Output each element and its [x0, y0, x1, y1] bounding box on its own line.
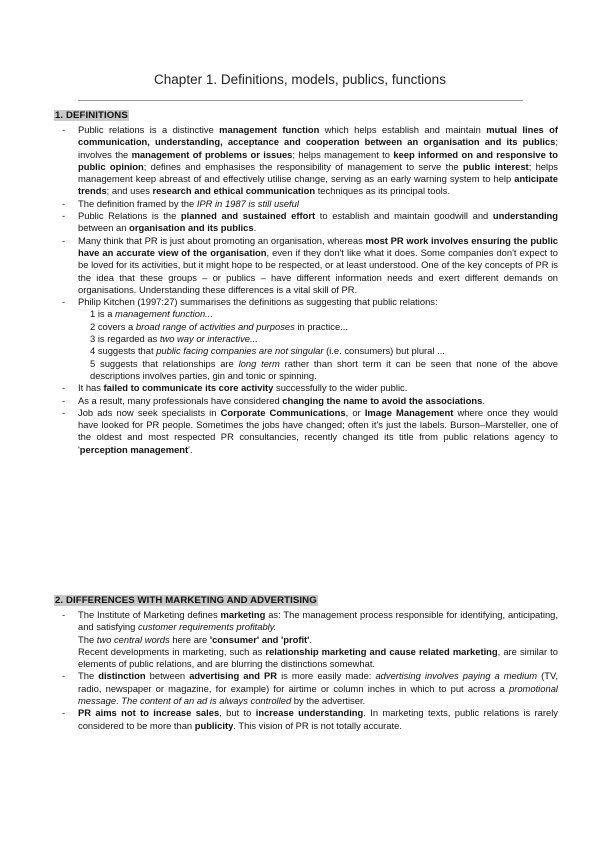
- text-run: by the advertiser.: [291, 695, 366, 707]
- italic-run: long term: [238, 357, 280, 369]
- bullet-dash: -: [62, 707, 66, 719]
- section-1-body: [58, 124, 558, 456]
- bullet-dash: -: [62, 296, 66, 308]
- s1-item-2: [58, 198, 558, 210]
- marketing-central-words: [78, 634, 558, 646]
- bold-run: keep informed on and responsive to public opinion: [78, 148, 558, 172]
- section-2-heading-text: 2. DIFFERENCES WITH MARKETING AND ADVERTISING: [55, 595, 317, 606]
- text-run: The definition framed by the: [78, 197, 197, 209]
- text-run: to establish and maintain goodwill and: [315, 210, 493, 222]
- italic-run: two central words: [96, 633, 170, 645]
- text-run: as: The management process responsible for identifying, anticipating, and satisfying: [78, 609, 558, 633]
- bold-run: Corporate Communications: [220, 406, 346, 418]
- bold-run: increase understanding: [255, 707, 364, 719]
- bold-run: Image Management: [364, 406, 454, 418]
- bold-run: most PR work involves ensuring the public have an accurate view of the organisation: [78, 234, 559, 258]
- text-run: .: [253, 222, 257, 234]
- section-1-heading-text: 1. DEFINITIONS: [55, 110, 128, 121]
- section-2-heading: [54, 595, 318, 606]
- text-run: ; helps management to: [292, 148, 394, 160]
- bullet-dash: -: [62, 406, 66, 418]
- bold-run: management function: [219, 124, 320, 135]
- kitchen-point-2: [78, 321, 558, 333]
- text-run: The: [78, 670, 99, 682]
- text-run: Public Relations is the: [78, 210, 181, 222]
- italic-run: broad range of activities and purposes: [135, 320, 295, 332]
- bold-run: management of problems or issues: [131, 148, 293, 160]
- kitchen-intro: Philip Kitchen (1997:27) summarises the definitions as suggesting that public relations:: [78, 296, 438, 308]
- bullet-dash: -: [62, 234, 66, 246]
- s2-item-3: [58, 707, 558, 732]
- text-run: The: [78, 633, 97, 645]
- italic-run: two way or interactive...: [159, 333, 258, 345]
- bold-run: anticipate trends: [78, 173, 558, 197]
- bullet-dash: -: [62, 197, 66, 209]
- italic-run: The content of an ad is always controlled: [121, 695, 292, 707]
- bold-run: relationship marketing and cause related marketing: [265, 645, 498, 657]
- section-1-heading: [54, 110, 129, 121]
- text-run: . This vision of PR is not totally accurate.: [233, 719, 402, 731]
- text-run: 3 is regarded as: [90, 333, 160, 345]
- bold-run: organisation and its publics: [129, 222, 254, 234]
- italic-run: customer requirements profitably.: [137, 621, 277, 633]
- bullet-dash: -: [62, 382, 66, 394]
- text-run: .: [116, 695, 122, 707]
- text-run: ; and uses: [106, 185, 153, 197]
- text-run: between: [145, 670, 190, 682]
- bold-run: advertising and PR: [189, 670, 278, 682]
- text-run: successfully to the wider public.: [273, 382, 408, 394]
- bold-run: research and ethical communication: [152, 185, 316, 197]
- bullet-dash: -: [62, 609, 66, 620]
- text-run: '.: [188, 443, 193, 455]
- text-run: .: [309, 633, 313, 645]
- kitchen-point-4: [78, 345, 558, 357]
- s2-item-2: [58, 670, 558, 707]
- text-run: The Institute of Marketing defines: [78, 609, 221, 620]
- text-run: , but to: [219, 707, 256, 719]
- s1-item-7: [58, 395, 558, 407]
- bold-run: marketing: [220, 609, 266, 620]
- bold-run: publicity: [194, 719, 234, 731]
- bullet-dash: -: [62, 210, 66, 222]
- text-run: where once they would have looked for PR people. Sometimes the jobs have changed; often it's just the labels. Burson–Marsteller, one of the oldest and most respected PR consultancies, recently changed its title from public relations agency to ': [78, 406, 558, 455]
- kitchen-point-1: [78, 308, 558, 320]
- bold-run: mutual lines of communication, understanding, acceptance and cooperation between an organisation and its publics: [78, 124, 559, 148]
- text-run: (TV, radio, newspaper or magazine, for example) for airtime or column inches in which to put across a: [78, 670, 558, 694]
- bold-run: understanding: [492, 210, 559, 222]
- text-run: It has: [78, 382, 104, 394]
- s1-item-6: [58, 382, 558, 394]
- kitchen-point-5: [78, 358, 558, 383]
- bold-run: perception management: [79, 443, 189, 455]
- s1-item-5: [58, 296, 558, 382]
- text-run: in practice...: [294, 320, 348, 332]
- title-divider: [78, 100, 523, 101]
- text-run: , even if they don't like what it does. Some companies don't expect to be loved for its activities, but it might hope to be respected, or at least understood. One of the key concepts of PR is the idea that these groups – or publics – have different information needs and exert different demands on organisations. Understanding these differences is a vital skill of PR.: [78, 246, 558, 295]
- bullet-dash: -: [62, 124, 66, 135]
- text-run: rather than short term it can be seen that none of the above descriptions involves parties, gin and tonic or spinning.: [90, 357, 558, 381]
- text-run: As a result, many professionals have considered: [78, 394, 283, 406]
- text-run: , or: [345, 406, 365, 418]
- bold-run: 'consumer' and 'profit': [209, 633, 310, 645]
- text-run: 1 is a: [90, 308, 116, 320]
- text-run: ; helps management keep abreast of and effectively utilise change, serving as an early warning system to help: [78, 160, 558, 185]
- bullet-dash: -: [62, 394, 66, 406]
- text-run: Job ads now seek specialists in: [78, 406, 221, 418]
- italic-run: management function...: [115, 308, 213, 320]
- text-run: ; involves the: [78, 136, 558, 160]
- text-run: .: [482, 394, 485, 406]
- bold-run: PR aims not to increase sales: [78, 707, 220, 719]
- bullet-dash: -: [62, 670, 66, 682]
- italic-run: IPR in 1987 is still useful: [196, 197, 299, 209]
- text-run: 2 covers a: [90, 320, 136, 332]
- bold-run: public interest: [462, 160, 529, 172]
- italic-run: public facing companies are not singular: [156, 345, 324, 357]
- marketing-definition: [78, 609, 558, 634]
- text-run: , are similar to elements of public relations, and are blurring the distinctions somewhat.: [78, 645, 558, 670]
- text-run: . In marketing texts, public relations is rarely considered to be more than: [78, 707, 558, 731]
- italic-run: promotional message: [78, 682, 558, 707]
- text-run: techniques as its principal tools.: [315, 185, 451, 197]
- text-run: here are: [169, 633, 210, 645]
- text-run: between an: [78, 222, 130, 234]
- section-2-body: [58, 609, 558, 732]
- s1-item-8: [58, 407, 558, 456]
- text-run: Recent developments in marketing, such as: [78, 645, 266, 657]
- text-run: 4 suggests that: [90, 345, 157, 357]
- bold-run: changing the name to avoid the associations: [282, 394, 483, 406]
- s1-item-3: [58, 210, 558, 235]
- s2-item-1: [58, 609, 558, 670]
- bold-run: planned and sustained effort: [180, 210, 316, 222]
- kitchen-point-3: [78, 333, 558, 345]
- text-run: which helps establish and maintain: [319, 124, 487, 135]
- marketing-recent-developments: [78, 646, 558, 671]
- italic-run: advertising involves paying a medium: [375, 670, 538, 682]
- text-run: 5 suggests that relationships are: [90, 357, 239, 369]
- text-run: ; defines and emphasises the responsibility of management to serve the: [143, 160, 463, 172]
- text-run: Many think that PR is just about promoting an organisation, whereas: [78, 234, 366, 246]
- s1-item-1: [58, 124, 558, 198]
- text-run: is more easily made:: [277, 670, 376, 682]
- s1-item-4: [58, 235, 558, 296]
- bold-run: distinction: [98, 670, 146, 682]
- chapter-title: Chapter 1. Definitions, models, publics, functions: [154, 72, 446, 87]
- text-run: Public relations is a distinctive: [78, 124, 220, 135]
- bold-run: failed to communicate its core activity: [103, 382, 274, 394]
- text-run: (i.e. consumers) but plural ...: [323, 345, 445, 357]
